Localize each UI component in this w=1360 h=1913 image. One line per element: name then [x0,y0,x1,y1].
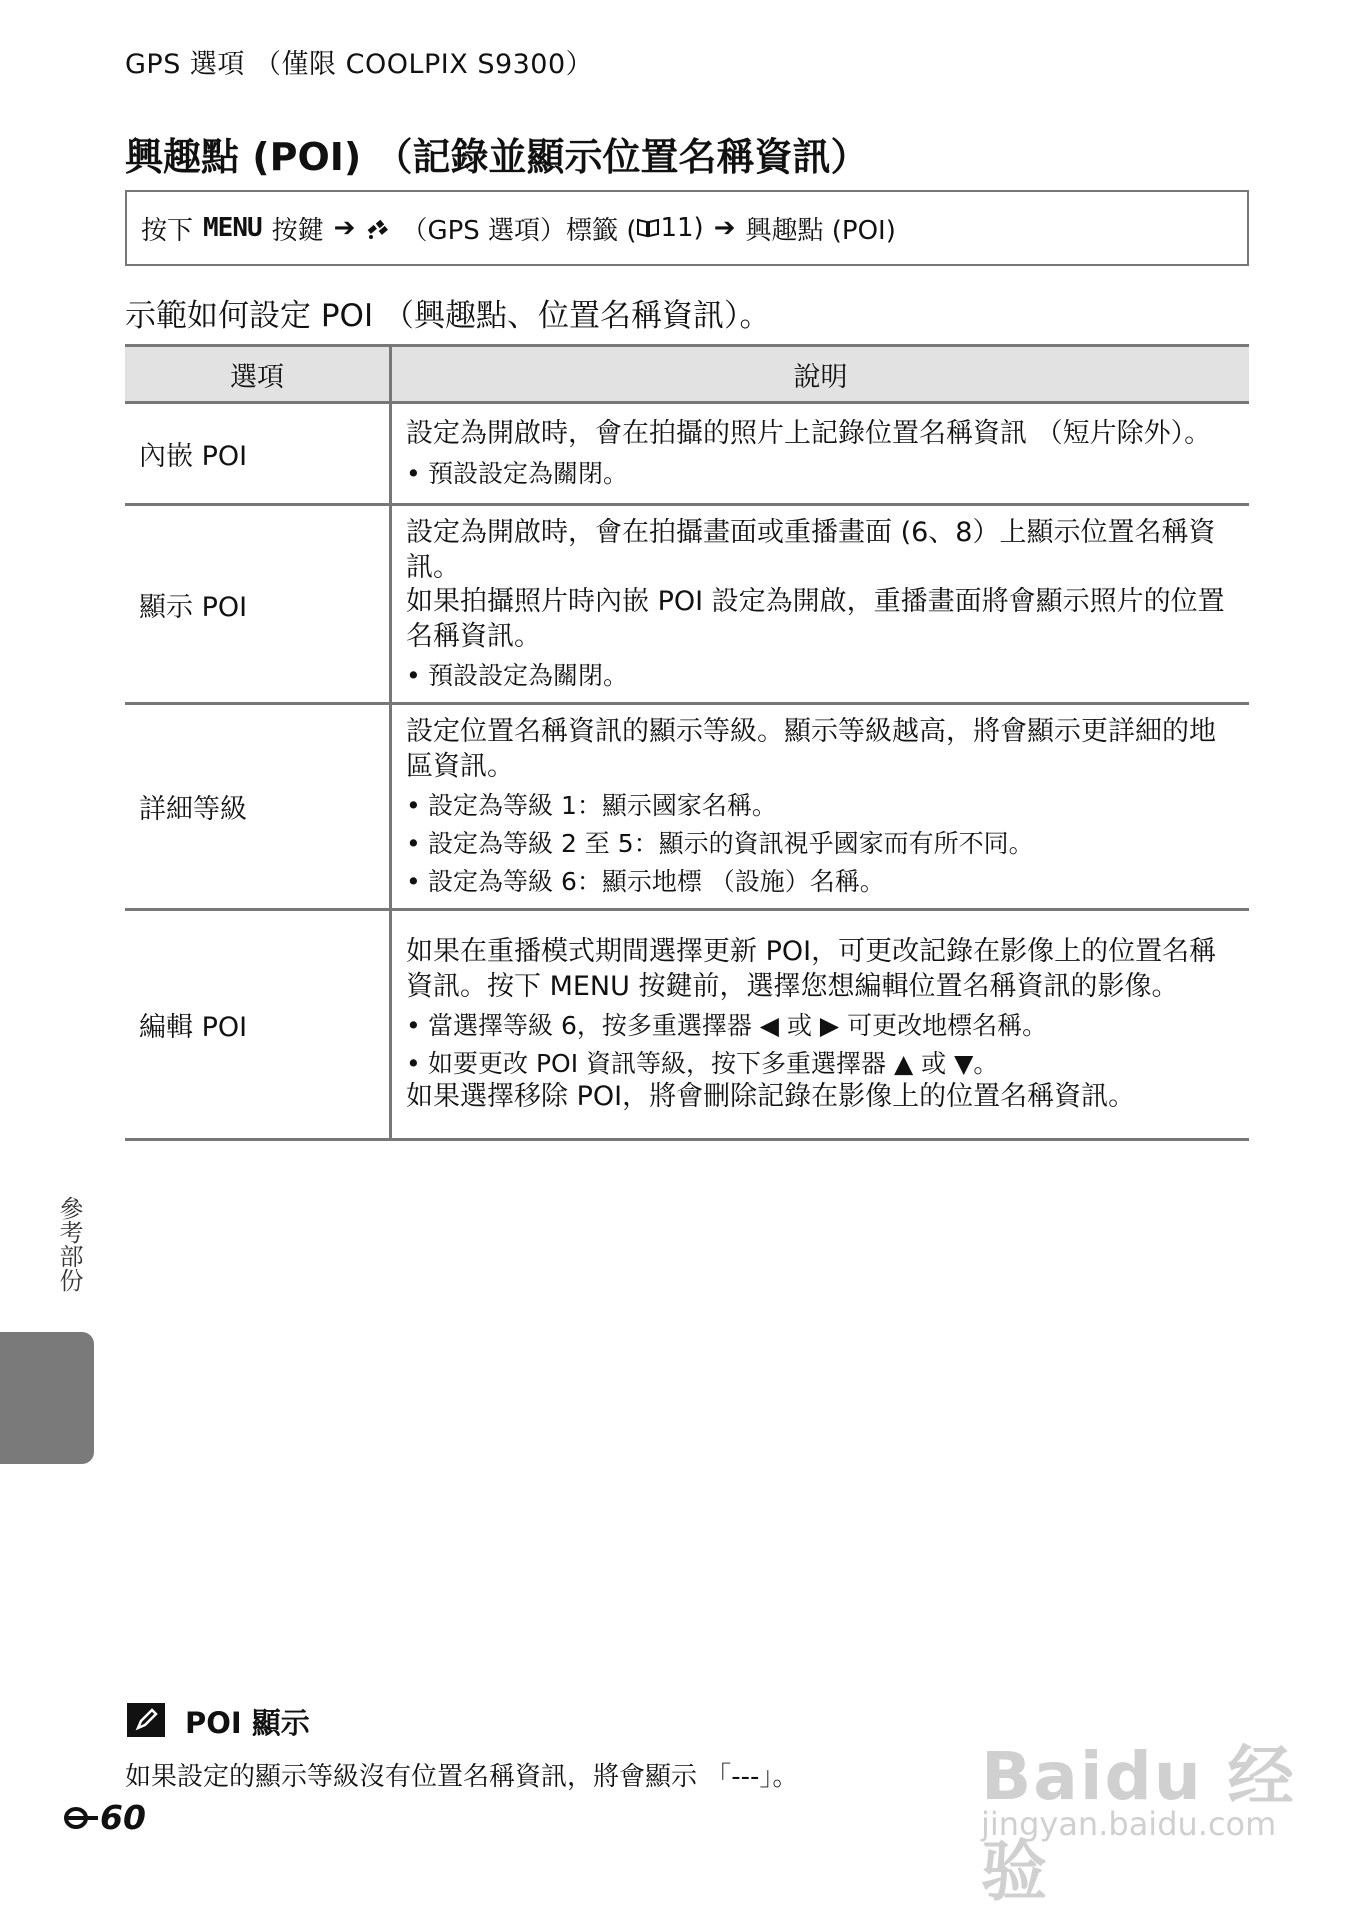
intro-text: 示範如何設定 POI （興趣點、位置名稱資訊）。 [125,298,771,334]
section-tab-marker [0,1332,94,1464]
menu-path-prefix: 按下 [141,215,194,246]
menu-key-suffix: 按鍵 [271,215,324,246]
page-title: 興趣點 (POI) （記錄並顯示位置名稱資訊） [125,135,869,179]
bullet-item: • 預設設定為關閉。 [406,660,1237,692]
watermark-url: jingyan.baidu.com [981,1805,1277,1843]
note-text: 如果設定的顯示等級沒有位置名稱資訊，將會顯示 「---」。 [125,1762,799,1792]
table-row [125,704,1249,910]
running-header: GPS 選項 （僅限 COOLPIX S9300） [125,49,594,80]
gps-tab-label: （GPS 選項）標籤 ( [401,215,637,246]
table-header-row [125,346,1249,403]
bullet-item: • 預設設定為關閉。 [406,458,1237,490]
book-reference-icon [636,218,660,238]
note-pencil-icon [127,1703,165,1737]
option-name: 顯示 POI [125,505,391,704]
bullet-item: • 如要更改 POI 資訊等級，按下多重選擇器 ▲ 或 ▼。 [406,1048,1237,1080]
reference-section-icon [64,1805,100,1831]
description-line: 如果拍攝照片時內嵌 POI 設定為開啟，重播畫面將會顯示照片的位置名稱資訊。 [406,586,1225,652]
column-header-description: 說明 [391,346,1250,403]
bullet-item: • 設定為等級 6：顯示地標 （設施）名稱。 [406,866,1237,898]
page-number-value: 60 [100,1798,146,1837]
arrow-icon-2: ➔ [713,213,736,243]
option-name: 詳細等級 [125,704,391,910]
option-description [391,403,1250,505]
bullet-item: • 當選擇等級 6，按多重選擇器 ◀ 或 ▶ 可更改地標名稱。 [406,1010,1237,1042]
option-description [391,910,1250,1140]
table-row [125,910,1249,1140]
page-reference: 11) [660,213,704,243]
page-number [64,1798,146,1837]
watermark [975,1715,1315,1910]
table-row [125,403,1249,505]
menu-key-label: MENU [203,213,262,243]
watermark-logo: Baidu 经验 [981,1738,1296,1910]
description-line: 設定為開啟時，會在拍攝的照片上記錄位置名稱資訊 （短片除外）。 [406,418,1212,450]
option-description [391,704,1250,910]
option-name: 內嵌 POI [125,403,391,505]
note-title: POI 顯示 [185,1706,310,1740]
section-sidebar-label: 參考部份 [55,1196,83,1292]
bullet-item: • 設定為等級 1：顯示國家名稱。 [406,790,1237,822]
bullet-item: • 設定為等級 2 至 5：顯示的資訊視乎國家而有所不同。 [406,828,1237,860]
table-row [125,505,1249,704]
options-table [125,344,1249,1141]
description-line: 設定位置名稱資訊的顯示等級。顯示等級越高，將會顯示更詳細的地區資訊。 [406,716,1216,782]
description-line: 如果在重播模式期間選擇更新 POI，可更改記錄在影像上的位置名稱資訊。按下 MENU 按鍵前，選擇您想編輯位置名稱資訊的影像。 [406,935,1217,1002]
option-name: 編輯 POI [125,910,391,1140]
gps-satellite-icon [365,215,391,241]
menu-path-box [125,190,1249,266]
description-line: 設定為開啟時，會在拍攝畫面或重播畫面 (6、8）上顯示位置名稱資訊。 [406,517,1216,583]
description-line: 如果選擇移除 POI，將會刪除記錄在影像上的位置名稱資訊。 [406,1081,1136,1113]
arrow-icon: ➔ [333,213,356,243]
menu-target: 興趣點 (POI) [745,215,896,246]
option-description [391,505,1250,704]
column-header-option: 選項 [125,346,391,403]
